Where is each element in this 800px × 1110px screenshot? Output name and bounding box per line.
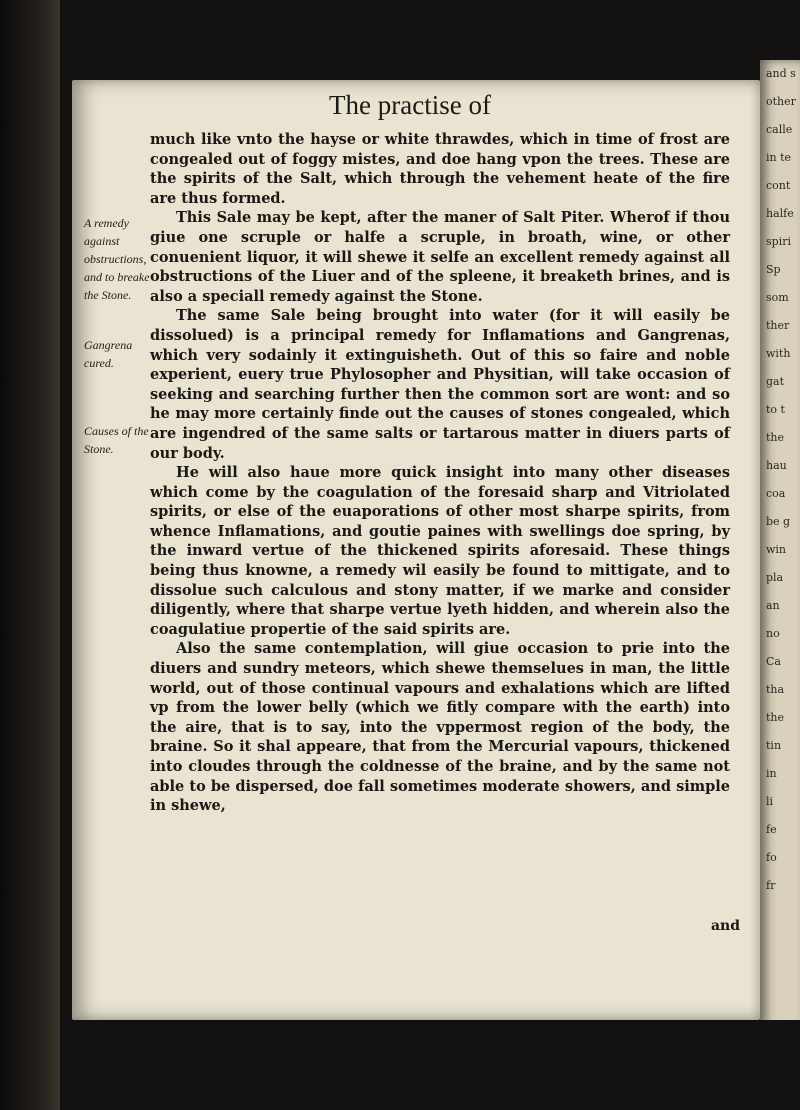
facing-page-fragment: pla <box>766 571 784 584</box>
facing-page-fragment: cont <box>766 179 791 192</box>
facing-page-fragment: tin <box>766 739 782 752</box>
facing-page-fragment: no <box>766 627 780 640</box>
margin-note-causes: Causes of the Stone. <box>84 424 149 456</box>
facing-page-fragment: win <box>766 543 787 556</box>
body-text <box>150 130 730 816</box>
facing-page-edge <box>760 60 800 1040</box>
book-spine <box>0 0 60 1110</box>
facing-page-fragment: som <box>766 291 789 304</box>
facing-page-fragment: li <box>766 795 774 808</box>
margin-note-gangrena: Gangrena cured. <box>84 338 133 370</box>
catchword: and <box>710 918 740 934</box>
facing-page-fragment: hau <box>766 459 787 472</box>
facing-page-fragment: and s <box>766 67 796 80</box>
facing-page-fragment: the <box>766 431 785 444</box>
facing-page-fragment: in te <box>766 151 792 164</box>
facing-page-fragment: spiri <box>766 235 791 248</box>
facing-page-fragment: the <box>766 711 785 724</box>
paragraph: much like vnto the hayse or white thrawdes, which in time of frost are congealed out of foggy mistes, and doe hang vpon the trees. These are the spirits of the Salt, which through the vehement heate of the fire are thus formed. <box>150 131 730 207</box>
facing-page-fragment: tha <box>766 683 785 696</box>
facing-page-fragment: fe <box>766 823 777 836</box>
facing-page-fragment: gat <box>766 375 785 388</box>
paragraph: The same Sale being brought into water (for it will easily be dissolued) is a principal remedy for Inflamations and Gangrenas, which very sodainly it extinguisheth. Out of this so faire and noble experient, euery true Phylosopher and Physitian, will take occasion of seeking and searching further then the common sort are wont: and so he may more certainly finde out the causes of stones congealed, which are ingendred of the same salts or tartarous matter in diuers parts of our body. <box>150 307 730 462</box>
facing-page-fragment: Sp <box>766 263 781 276</box>
paragraph: Also the same contemplation, will giue occasion to prie into the diuers and sundry meteors, which shewe themselues in man, the little world, out of those continual vapours and exhalations which are lifted vp from the lower belly (which we fitly compare with the earth) into the aire, that is to say, into the vppermost region of the body, the braine. So it shal appeare, that from the Mercurial vapours, thickened into cloudes through the coldnesse of the braine, and by the same not able to be dispersed, doe fall sometimes moderate showers, and simple in shewe, <box>150 640 730 815</box>
background-shadow <box>60 1020 800 1110</box>
facing-page-fragment: with <box>766 347 791 360</box>
margin-note-remedy: A remedy against obstructions, and to breake the Stone. <box>84 216 150 302</box>
facing-page-fragment: Ca <box>766 655 781 668</box>
facing-page-fragment: fr <box>766 879 776 892</box>
facing-page-fragment: in <box>766 767 777 780</box>
facing-page-fragment: ther <box>766 319 790 332</box>
running-head: The practise of <box>329 90 491 120</box>
facing-page-fragment: coa <box>766 487 786 500</box>
facing-page-fragment: fo <box>766 851 777 864</box>
facing-page-fragment: be g <box>766 515 791 528</box>
facing-page-fragment: halfe <box>766 207 794 220</box>
margin-notes <box>84 0 150 1100</box>
paragraph: He will also haue more quick insight into many other diseases which come by the coagulation of the foresaid sharp and Vitriolated spirits, or else of the euaporations of other most sharpe spirits, from whence Inflamations, and goutie paines with swellings doe spring, by the inward vertue of the thickened spirits aforesaid. These things being thus knowne, a remedy wil easily be found to mittigate, and to dissolue such calculous and stony matter, if we marke and consider diligently, where that sharpe vertue lyeth hidden, and wherein also the coagulatiue propertie of the said spirits are. <box>150 464 730 638</box>
facing-page-fragment: other <box>766 95 796 108</box>
facing-page-fragment: to t <box>766 403 785 416</box>
paragraph: This Sale may be kept, after the maner of Salt Piter. Wherof if thou giue one scruple or halfe a scruple, in broath, wine, or other conuenient liquor, it will shewe it selfe an excellent remedy against all obstructions of the Liuer and of the spleene, it breaketh brines, and is also a speciall remedy against the Stone. <box>150 209 730 305</box>
facing-page-fragment: an <box>766 599 780 612</box>
facing-page-fragment: calle <box>766 123 793 136</box>
